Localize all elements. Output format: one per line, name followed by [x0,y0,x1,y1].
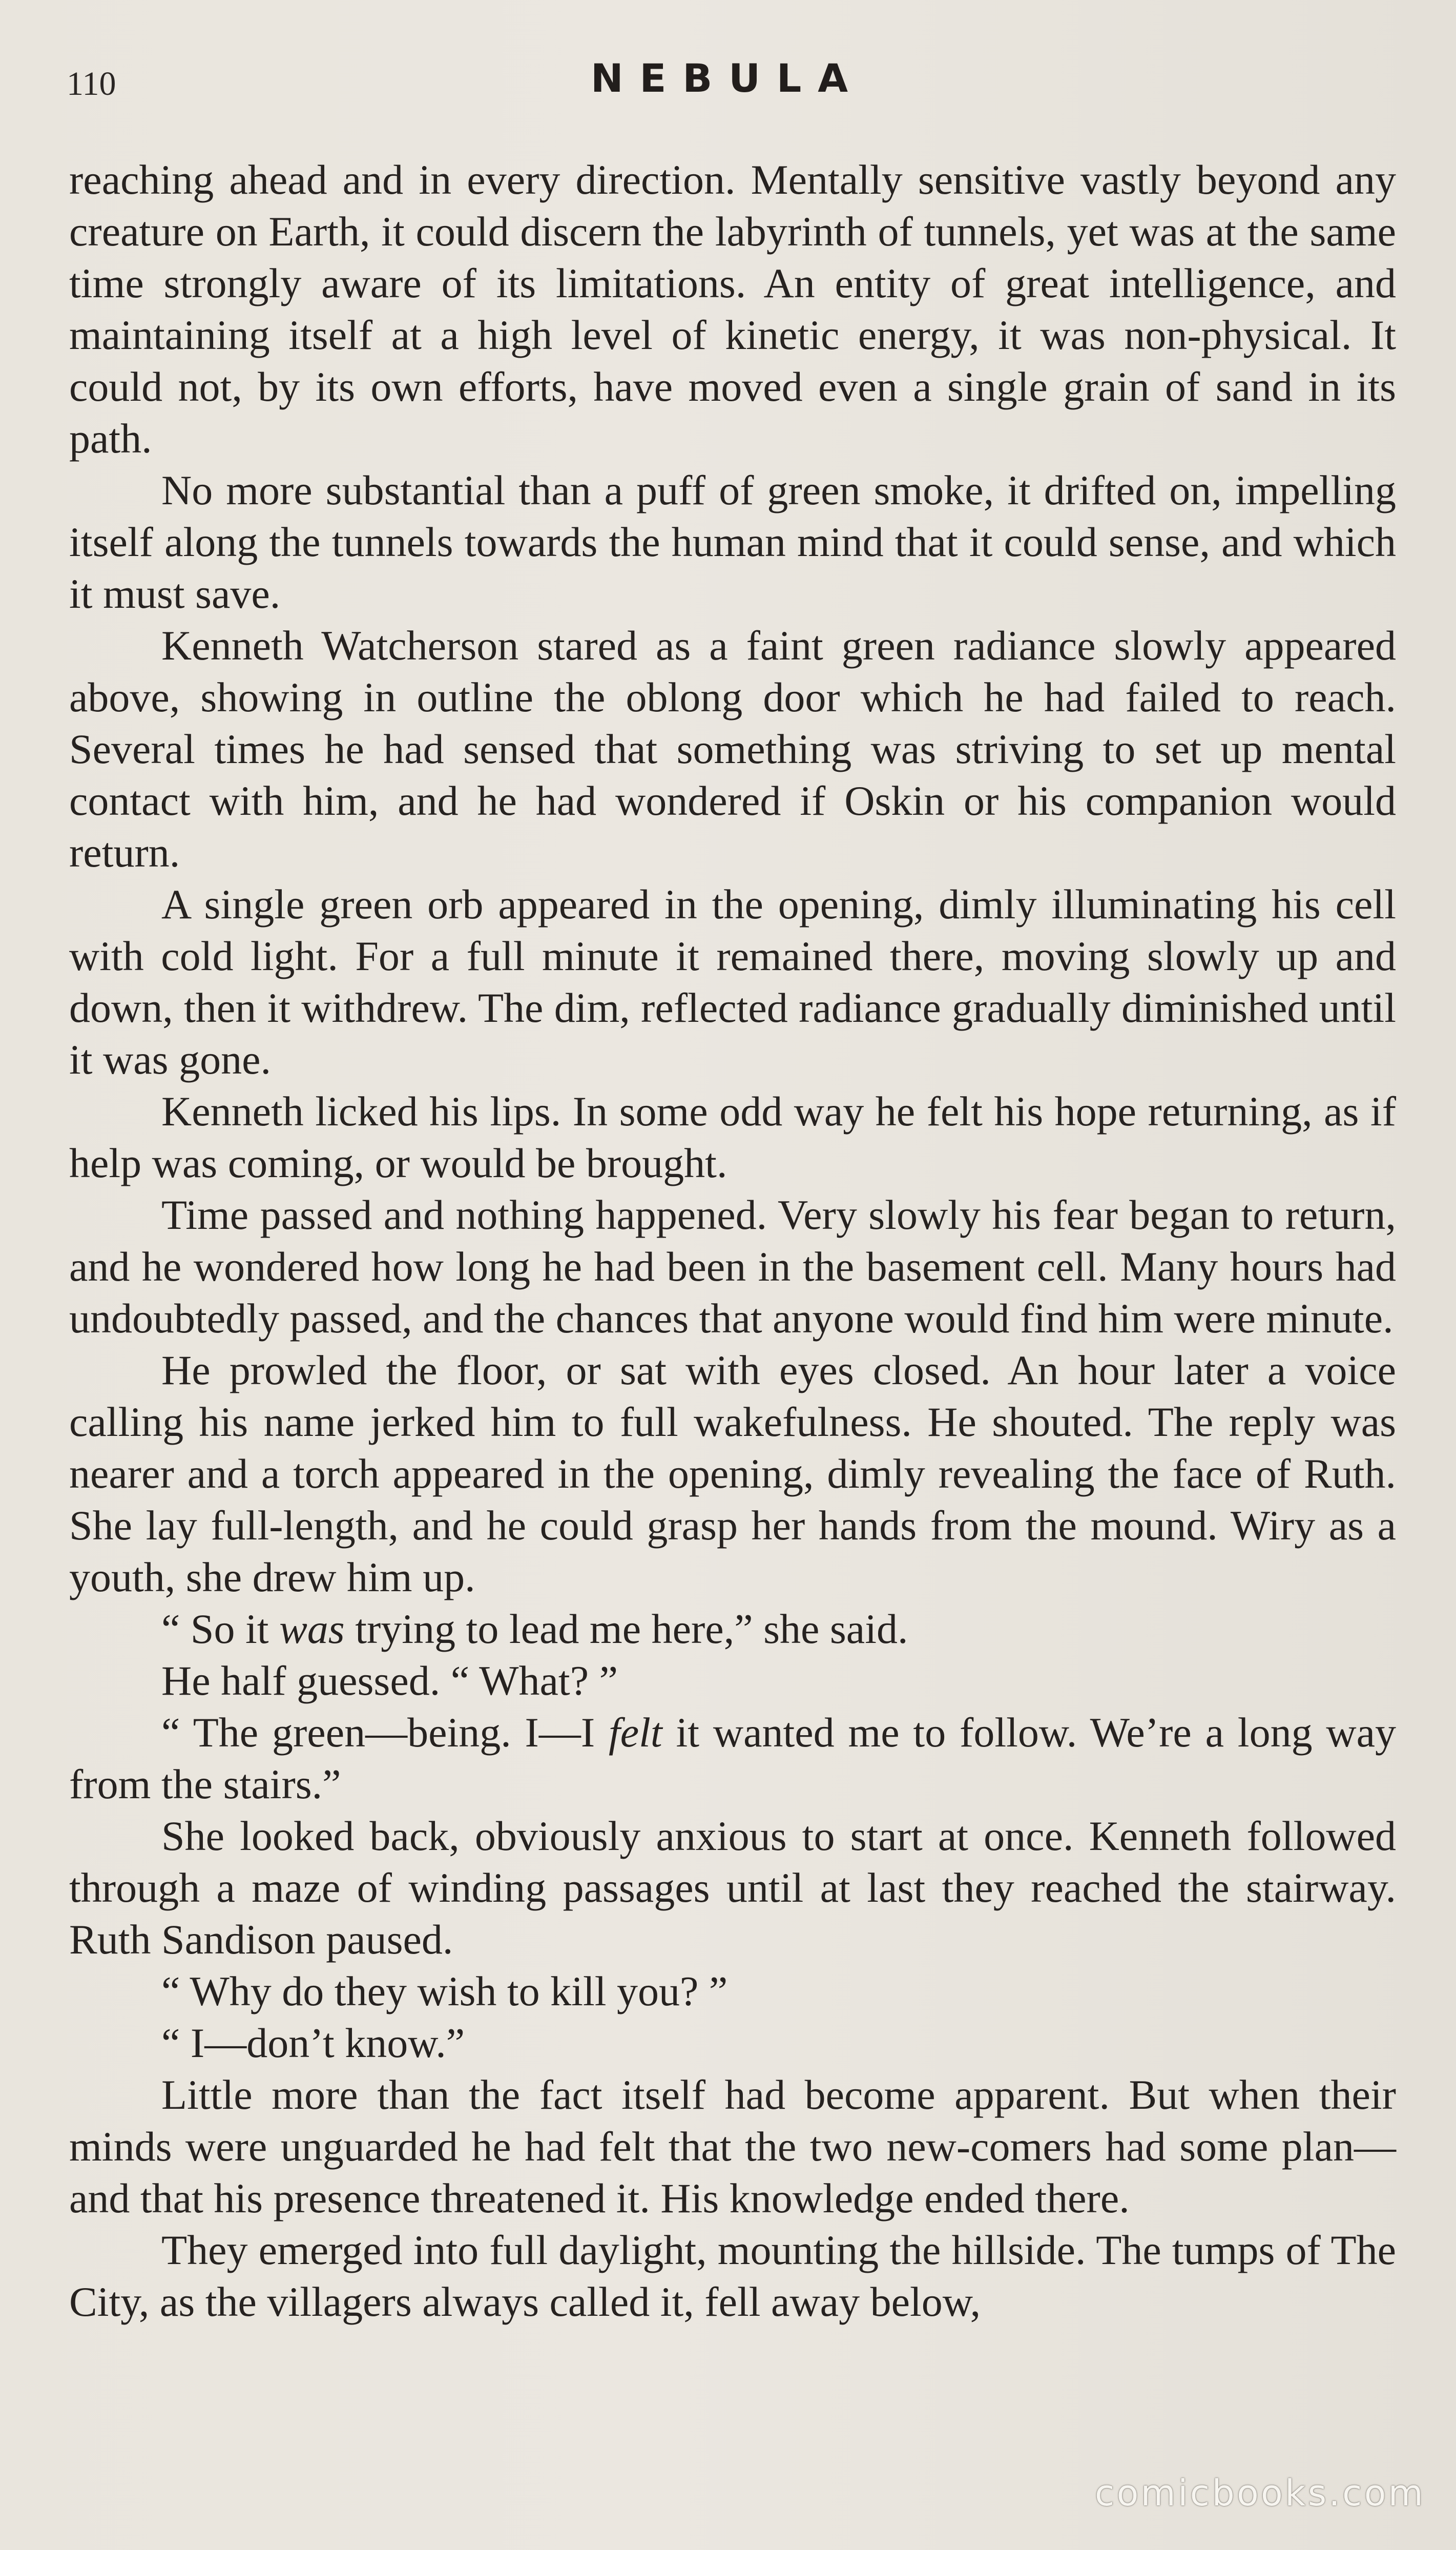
dialogue-text: trying to lead me here,” she said. [344,1606,908,1652]
dialogue-dont-know: “ I—don’t know.” [161,2020,465,2066]
dialogue-green-being [69,1706,1396,1810]
paragraph-5: Kenneth licked his lips. In some odd way he felt his hope returning, as if help was coming, or would be brought. [69,1088,1396,1186]
dialogue-half-guessed: He half guessed. “ What? ” [161,1657,618,1704]
paragraph-emerged: They emerged into full daylight, mounting the hillside. The tumps of The City, as the villagers always called it, fell away below, [69,2227,1396,2325]
paragraph-7: He prowled the floor, or sat with eyes closed. An hour later a voice calling his name jerked him to full wakefulness. He shouted. The reply was nearer and a torch appeared in the opening, dimly revealing the face of Ruth. She lay full-length, and he could grasp her hands from the mound. Wiry as a youth, she drew him up. [69,1347,1396,1600]
paragraph-6: Time passed and nothing happened. Very slowly his fear began to return, and he wondered how long he had been in the basement cell. Many hours had undoubtedly passed, and the chances that anyone would find him were minute. [69,1191,1396,1342]
paragraph-3: Kenneth Watcherson stared as a faint green radiance slowly appeared above, showing in outline the oblong door which he had failed to reach. Several times he had sensed that something was striving to set up mental contact with him, and he had wondered if Oskin or his companion would return. [69,622,1396,876]
paragraph-4: A single green orb appeared in the opening, dimly illuminating his cell with cold light. For a full minute it remained there, moving slowly up and down, then it withdrew. The dim, reflected radiance gradually diminished until it was gone. [69,881,1396,1083]
watermark-logo: comicbooks.com [1094,2472,1425,2514]
dialogue-text: it wanted me to follow. We’re a long way from the stairs.” [69,1709,1396,1807]
emphasis-was: was [279,1606,345,1652]
dialogue-text: “ The green—being. I—I [161,1709,609,1756]
paragraph-little-more: Little more than the fact itself had become apparent. But when their minds were unguarded he had felt that the two new-comers had some plan—and that his presence threatened it. His knowledge ended there. [69,2071,1396,2222]
dialogue-ruth-so-it-was [69,1603,1396,1655]
paragraph-looked-back: She looked back, obviously anxious to start at once. Kenneth followed through a maze of winding passages until at last they reached the stairway. Ruth Sandison paused. [69,1813,1396,1963]
page-header [67,55,1388,112]
running-head: NEBULA [591,55,864,101]
dialogue-text: “ So it [161,1606,280,1652]
dialogue-why-kill: “ Why do they wish to kill you? ” [161,1968,728,2014]
paragraph-2: No more substantial than a puff of green smoke, it drifted on, impelling itself along the tunnels towards the human mind that it could sense, and which it must save. [69,467,1396,617]
emphasis-felt: felt [608,1709,662,1756]
page-number: 110 [67,65,116,102]
paragraph-1: reaching ahead and in every direction. Mentally sensitive vastly beyond any creature on Earth, it could discern the labyrinth of tunnels, yet was at the same time strongly aware of its limitations. An entity of great intelligence, and maintaining itself at a high level of kinetic energy, it was non-physical. It could not, by its own efforts, have moved even a single grain of sand in its path. [69,156,1396,462]
body-text [69,154,1396,2328]
